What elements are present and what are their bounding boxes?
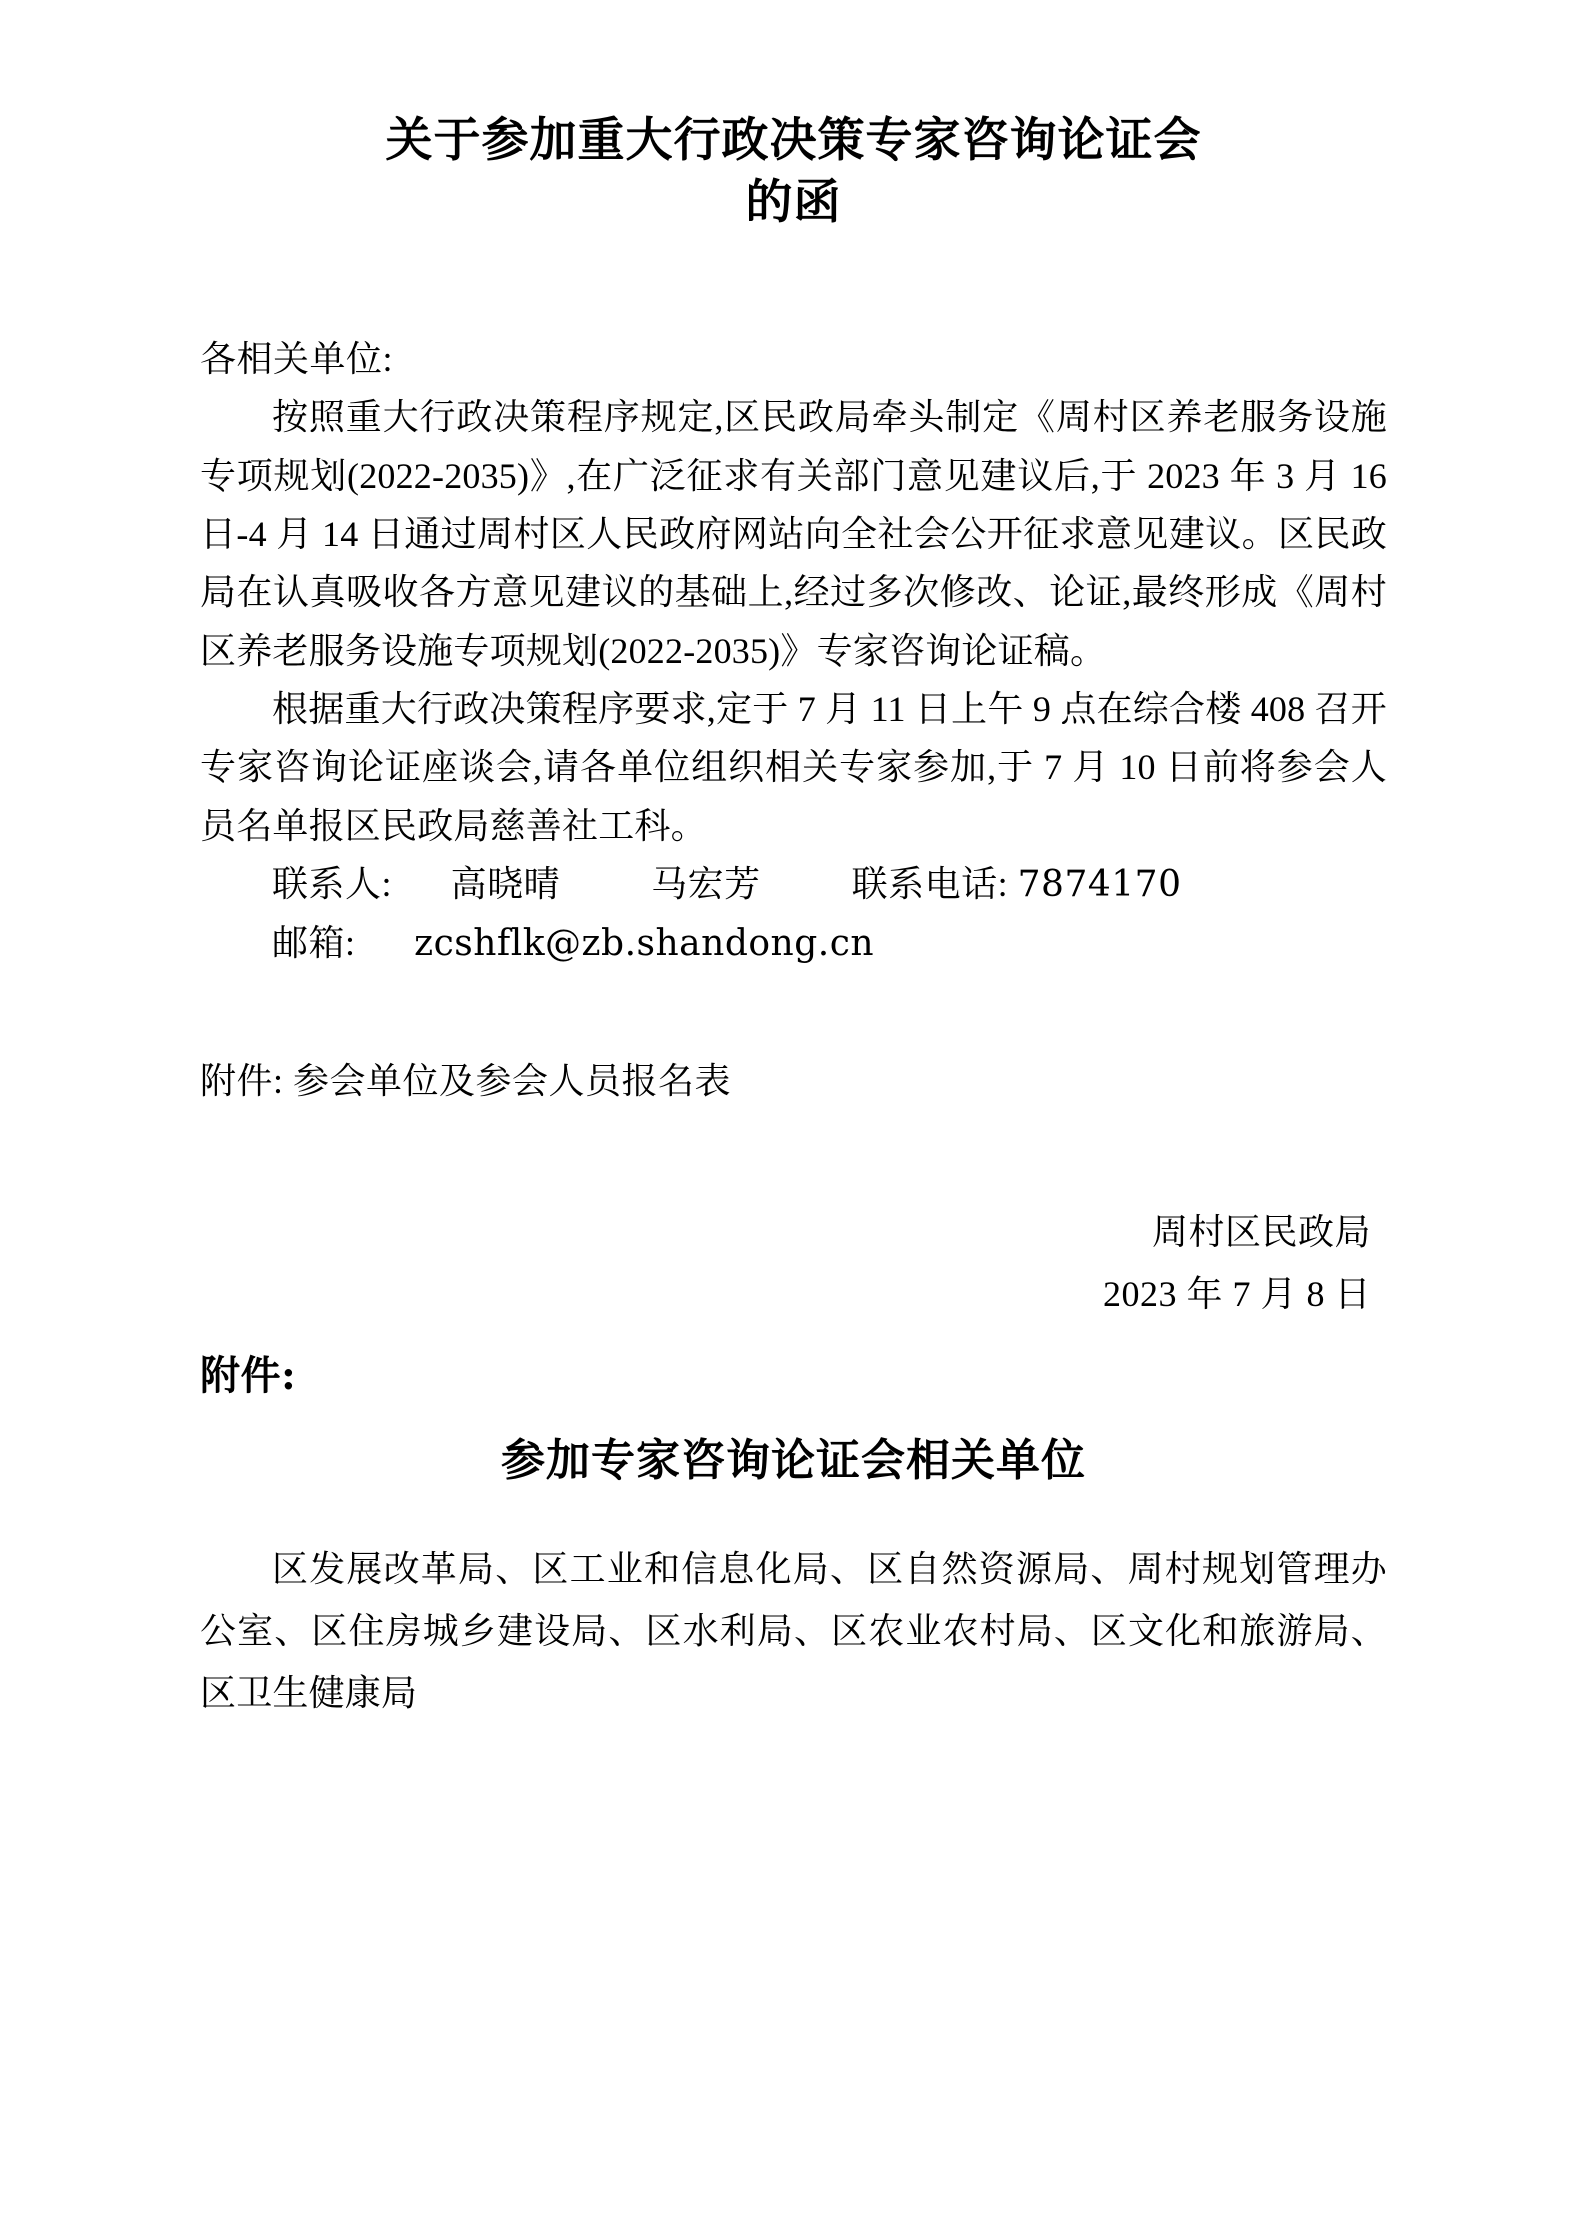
email-value: zcshflk@zb.shandong.cn: [414, 923, 875, 965]
appendix-body: 区发展改革局、区工业和信息化局、区自然资源局、周村规划管理办公室、区住房城乡建设局、区水利局、区农业农村局、区文化和旅游局、区卫生健康局: [200, 1549, 1387, 1714]
title-line-2: 的函: [745, 175, 842, 231]
salutation: 各相关单位:: [200, 339, 394, 380]
phone-value: 7874170: [1017, 863, 1182, 905]
phone-label: 联系电话:: [851, 863, 1009, 904]
appendix-label: 附件:: [200, 1351, 297, 1399]
signature-block: [200, 1202, 1387, 1326]
issuer-name: 周村区民政局: [1151, 1211, 1371, 1252]
body-paragraph-2: 根据重大行政决策程序要求,定于 7 月 11 日上午 9 点在综合楼 408 召开专家咨询论证座谈会,请各单位组织相关专家参加,于 7 月 10 日前将参会人员名单报区民政局慈善社工科。: [200, 688, 1387, 846]
email-label: 邮箱:: [272, 923, 356, 964]
contact-name-1: 高晓晴: [450, 863, 561, 904]
title-line-1: 关于参加重大行政决策专家咨询论证会: [385, 113, 1202, 168]
appendix-title: 参加专家咨询论证会相关单位: [501, 1434, 1086, 1486]
issue-date: 2023 年 7 月 8 日: [1102, 1273, 1371, 1314]
body-paragraph-1: 按照重大行政决策程序规定,区民政局牵头制定《周村区养老服务设施专项规划(2022-2035)》,在广泛征求有关部门意见建议后,于 2023 年 3 月 16 日-4 月 14 日通过周村区人民政府网站向全社会公开征求意见建议。区民政局在认真吸收各方意见建议的基础上,经过多次修改、论证,最终形成《周村区养老服务设施专项规划(2022-2035)》专家咨询论证稿。: [200, 397, 1387, 671]
contact-label: 联系人:: [272, 863, 393, 904]
attachment-note: 附件: 参会单位及参会人员报名表: [200, 1060, 732, 1101]
contact-person-line: [200, 855, 1387, 914]
email-line: [200, 914, 1387, 973]
page-title: [200, 96, 1387, 234]
contact-name-2: 马宏芳: [651, 863, 761, 904]
